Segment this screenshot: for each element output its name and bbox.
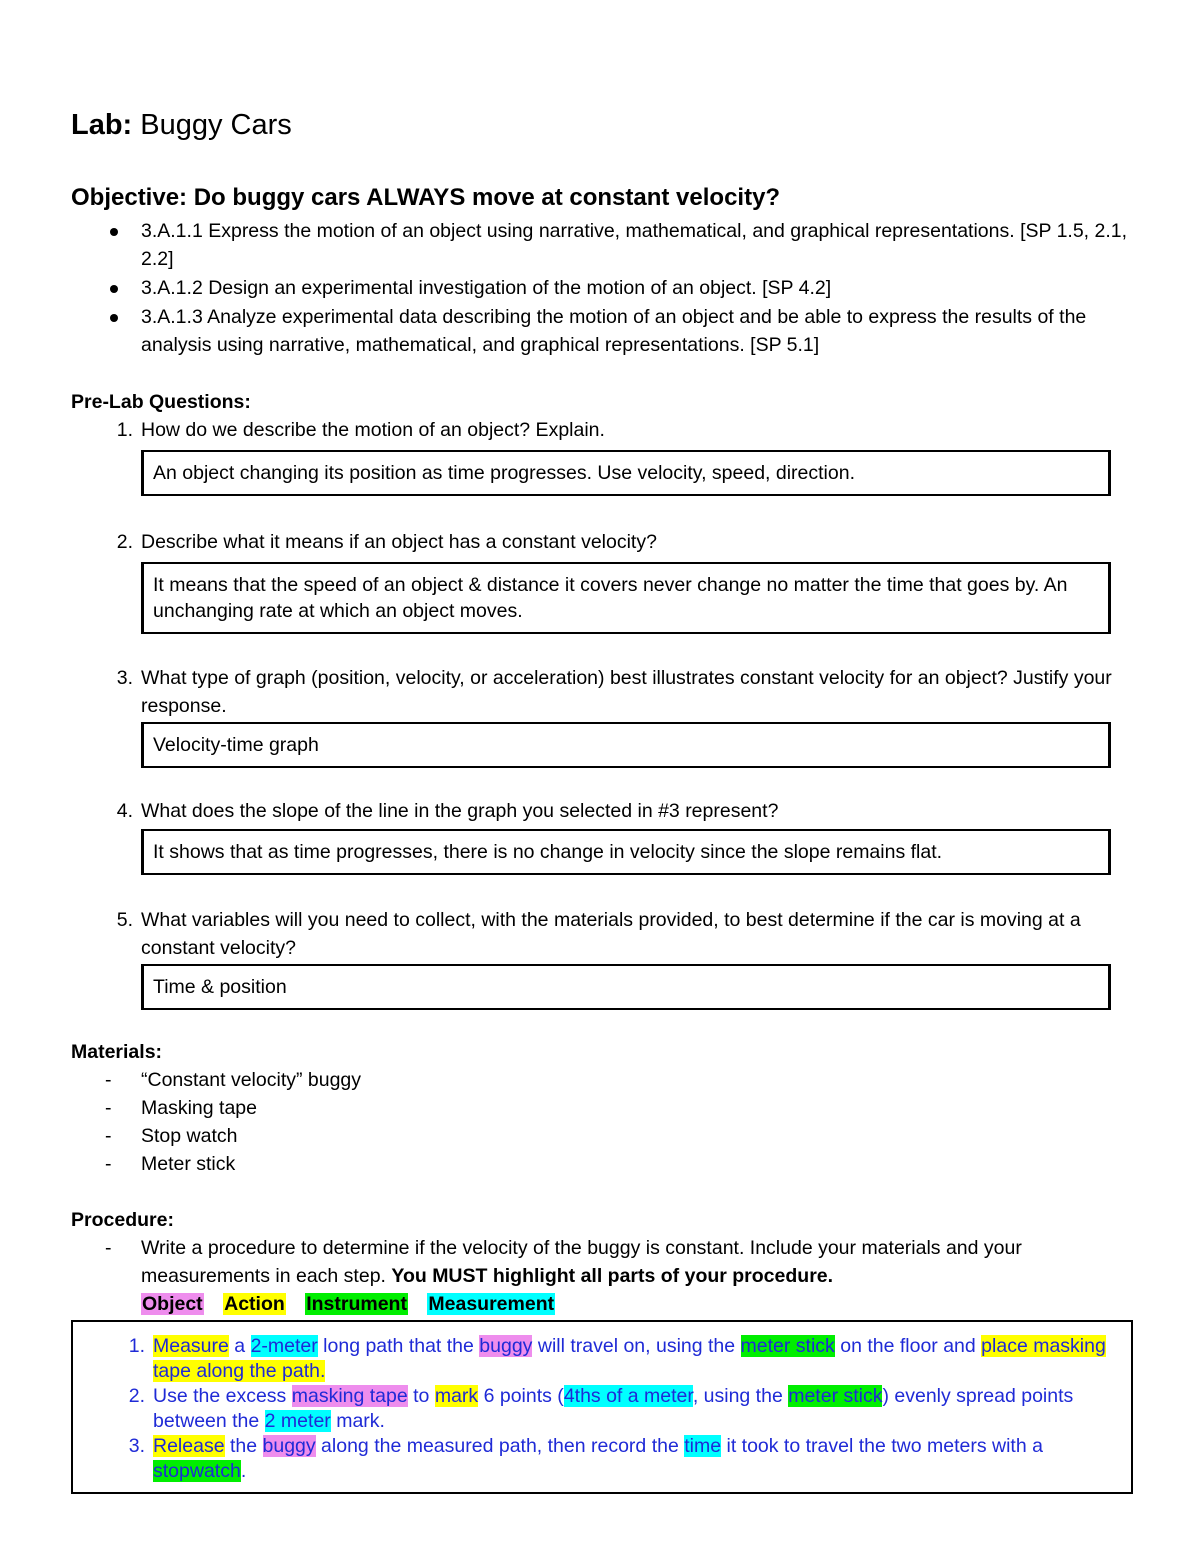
legend-instrument: Instrument: [306, 1293, 407, 1315]
step-number: 1.: [128, 1335, 145, 1357]
title-text: Buggy Cars: [132, 109, 292, 141]
question-number: 2.: [116, 531, 133, 553]
highlight-instrument: meter stick: [740, 1335, 835, 1357]
step-text-segment: .: [240, 1460, 247, 1482]
procedure-step-3: [73, 1434, 1121, 1484]
prelab-heading: Pre-Lab Questions:: [71, 391, 251, 413]
material-item: - “Constant velocity” buggy: [71, 1066, 1133, 1094]
question-number: 5.: [116, 909, 133, 931]
objective-item: 3.A.1.3 Analyze experimental data describing the motion of an object and be able to express the results of the analysis using narrative, mathematical, and graphical representations. [SP 5.1]: [71, 303, 1133, 359]
highlight-action: mark: [434, 1385, 479, 1407]
material-item: - Masking tape: [71, 1094, 1133, 1122]
procedure-instruction: [71, 1234, 1133, 1290]
material-item: - Meter stick: [71, 1150, 1133, 1178]
material-item: - Stop watch: [71, 1122, 1133, 1150]
procedure-answer-box: [71, 1320, 1133, 1494]
instruction-text: Write a procedure to determine if the velocity of the buggy is constant. Include your materials and your measurements in each step.: [141, 1237, 1022, 1287]
step-text: [153, 1335, 1106, 1382]
step-text-segment: it took to travel the two meters with a: [721, 1435, 1043, 1457]
highlight-instrument: stopwatch: [153, 1460, 241, 1482]
step-number: 2.: [128, 1385, 145, 1407]
question-number: 4.: [116, 800, 133, 822]
question-text: Describe what it means if an object has a constant velocity?: [141, 531, 657, 553]
step-number: 3.: [128, 1435, 145, 1457]
highlight-object: buggy: [262, 1435, 316, 1457]
step-text-segment: 6 points (: [478, 1385, 564, 1407]
step-text-segment: the: [224, 1435, 263, 1457]
question-number: 1.: [116, 419, 133, 441]
step-text-segment: a: [228, 1335, 251, 1357]
highlight-measurement: 4ths of a meter: [563, 1385, 693, 1407]
step-text: [153, 1385, 1073, 1432]
materials-heading: Materials:: [71, 1041, 163, 1063]
answer-box-1: An object changing its position as time progresses. Use velocity, speed, direction.: [141, 450, 1111, 496]
question-text: How do we describe the motion of an object? Explain.: [141, 419, 605, 441]
question-number: 3.: [116, 667, 133, 689]
highlight-measurement: 2-meter: [250, 1335, 318, 1357]
step-text-segment: to: [407, 1385, 435, 1407]
answer-box-4: It shows that as time progresses, there is no change in velocity since the slope remains flat.: [141, 829, 1111, 875]
answer-box-3: Velocity-time graph: [141, 722, 1111, 768]
step-text-segment: along the measured path, then record the: [315, 1435, 685, 1457]
highlight-action: Measure: [153, 1335, 229, 1357]
answer-box-2: It means that the speed of an object & distance it covers never change no matter the time that goes by. An unchanging rate at which an object moves.: [141, 562, 1111, 634]
answer-box-5: Time & position: [141, 964, 1111, 1010]
highlight-object: buggy: [479, 1335, 533, 1357]
step-text-segment: will travel on, using the: [532, 1335, 741, 1357]
step-text-segment: ) evenly spread points between the: [153, 1385, 1074, 1432]
highlight-action: place masking tape along the path.: [153, 1335, 1106, 1382]
highlight-action: Release: [153, 1435, 225, 1457]
question-3: [71, 664, 1133, 720]
document-page: [71, 105, 1133, 1494]
objective-heading: Objective: Do buggy cars ALWAYS move at constant velocity?: [71, 184, 781, 211]
procedure-heading: Procedure:: [71, 1209, 174, 1231]
highlight-legend: [71, 1290, 1133, 1318]
legend-object: Object: [142, 1293, 203, 1315]
question-2: [71, 528, 1133, 556]
materials-list: [71, 1066, 1133, 1178]
step-text-segment: long path that the: [317, 1335, 480, 1357]
step-text-segment: Use the excess: [153, 1385, 292, 1407]
question-text: What does the slope of the line in the graph you selected in #3 represent?: [141, 800, 779, 822]
highlight-measurement: 2 meter: [264, 1410, 331, 1432]
highlight-instrument: meter stick: [788, 1385, 883, 1407]
page-title: [71, 105, 1133, 145]
objective-item: 3.A.1.2 Design an experimental investigation of the motion of an object. [SP 4.2]: [71, 274, 1133, 302]
objective-item: 3.A.1.1 Express the motion of an object using narrative, mathematical, and graphical representations. [SP 1.5, 2.1, 2.2]: [71, 217, 1133, 273]
question-text: What variables will you need to collect, with the materials provided, to best determine if the car is moving at a constant velocity?: [141, 909, 1081, 959]
question-1: [71, 416, 1133, 444]
highlight-object: masking tape: [291, 1385, 408, 1407]
instruction-bold: You MUST highlight all parts of your procedure.: [391, 1265, 834, 1287]
legend-action: Action: [224, 1293, 285, 1315]
step-text: [153, 1435, 1043, 1482]
objective-list: [71, 217, 1133, 359]
question-5: [71, 906, 1133, 962]
legend-measurement: Measurement: [428, 1293, 555, 1315]
step-text-segment: mark.: [330, 1410, 385, 1432]
procedure-step-1: [73, 1334, 1121, 1384]
step-text-segment: , using the: [692, 1385, 789, 1407]
procedure-step-2: [73, 1384, 1121, 1434]
question-4: [71, 797, 1133, 825]
title-prefix: Lab:: [71, 109, 133, 141]
procedure-instructions: [71, 1234, 1133, 1290]
highlight-measurement: time: [684, 1435, 722, 1457]
step-text-segment: on the floor and: [834, 1335, 982, 1357]
question-text: What type of graph (position, velocity, or acceleration) best illustrates constant velocity for an object? Justify your response.: [141, 667, 1112, 717]
